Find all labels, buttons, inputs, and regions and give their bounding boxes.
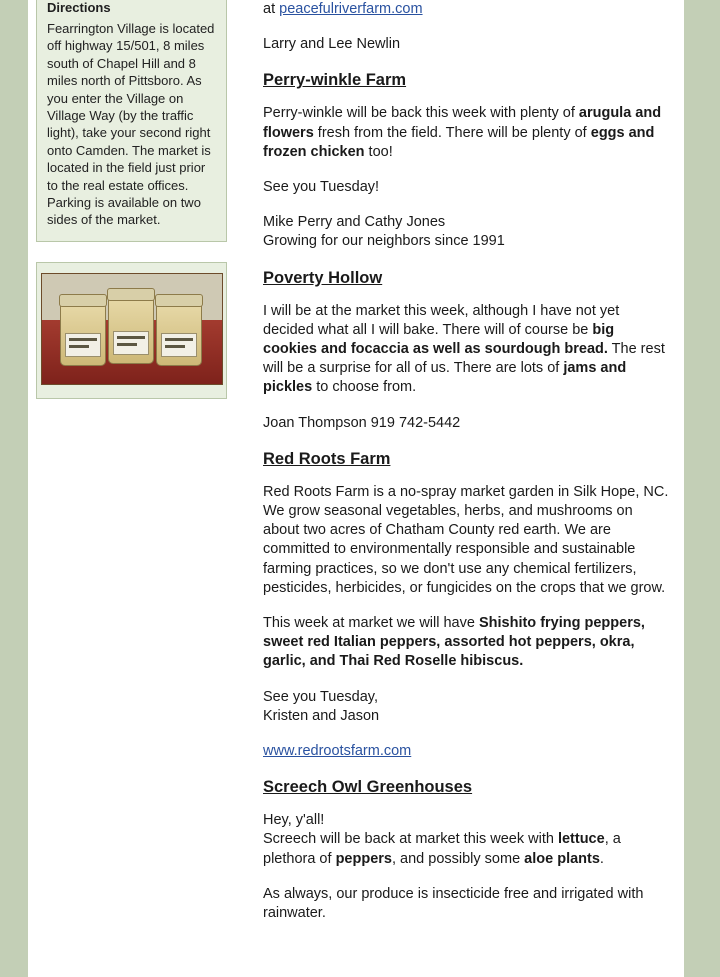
vendor-list (263, 70, 672, 923)
body-text: Perry-winkle will be back this week with plenty of (263, 105, 579, 122)
jar-label (113, 331, 149, 355)
vendor-heading: Perry-winkle Farm (263, 71, 407, 90)
emphasized-text: big cookies and focaccia as well as sourdough bread. (263, 321, 615, 358)
vendor-paragraph (263, 688, 672, 726)
jar-lid-icon (59, 294, 107, 307)
emphasized-text: eggs and frozen chicken (263, 124, 655, 160)
body-text: Joan Thompson 919 742-5442 (263, 414, 461, 431)
body-text: , and possibly some (391, 850, 525, 867)
vendor-paragraph (263, 885, 672, 923)
jar-lid-icon (107, 288, 155, 301)
jar-label-line (117, 336, 145, 339)
body-text: fresh from the field. There will be plenty of (313, 124, 591, 141)
intro-prefix: at (263, 1, 280, 17)
body-text: Red Roots Farm is a no-spray market garden in Silk Hope, NC. We grow seasonal vegetables, herbs, and mushrooms on about two acres of Chatham County red earth. We are committed to environmentally responsible and sustainable farming practices, so we don't use any chemical fertilizers, pesticides, herbicides, or fungicides on the crops that we grow. (263, 483, 669, 596)
directions-panel (36, 0, 227, 242)
jar-label-line (69, 345, 89, 348)
newsletter-column (235, 0, 684, 939)
jar-label (65, 333, 101, 357)
two-column-layout (28, 0, 684, 977)
body-text: See you Tuesday, (263, 688, 379, 705)
emphasized-text: lettuce (557, 831, 605, 848)
jar-icon (60, 302, 106, 366)
jar-label-line (165, 338, 193, 341)
emphasized-text: peppers (335, 850, 392, 867)
jar-label-line (69, 338, 97, 341)
signature-top: Larry and Lee Newlin (263, 36, 401, 53)
preserves-photo (41, 273, 223, 385)
emphasized-text: aloe plants (524, 850, 600, 867)
peacefulriverfarm-link[interactable]: peacefulriverfarm.com (279, 1, 423, 17)
jar-label (161, 333, 197, 357)
jar-label-line (165, 345, 185, 348)
intro-fragment (263, 0, 672, 19)
body-text: The rest will be a surprise for all of us. There are lots of (263, 341, 665, 377)
body-text: This week at market we will have (263, 615, 479, 632)
vendor-paragraph (263, 483, 672, 598)
jar-icon (108, 296, 154, 364)
photo-panel (36, 262, 227, 399)
emphasized-text: Shishito frying peppers, sweet red Italian peppers, assorted hot peppers, okra, garlic, and Thai Red Roselle hibiscus. (263, 615, 645, 670)
vendor-website-link[interactable]: www.redrootsfarm.com (263, 743, 412, 760)
body-text: See you Tuesday! (263, 179, 380, 196)
jar-icon (156, 302, 202, 366)
body-text: Screech will be back at market this week with (263, 831, 558, 848)
sidebar-column (28, 0, 235, 399)
body-text: As always, our produce is insecticide free and irrigated with rainwater. (263, 885, 644, 922)
body-text: . (599, 850, 604, 867)
content-sheet (28, 0, 684, 977)
vendor-heading: Poverty Hollow (263, 268, 383, 287)
body-text: I will be at the market this week, although I have not yet decided what all I will bake. There will of course be (263, 302, 620, 338)
vendor-heading: Screech Owl Greenhouses (263, 778, 473, 797)
vendor-paragraph (263, 414, 672, 433)
vendor-paragraph (263, 614, 672, 672)
vendor-heading: Red Roots Farm (263, 449, 391, 468)
body-text: Mike Perry and Cathy Jones (263, 214, 446, 231)
vendor-paragraph (263, 302, 672, 398)
directions-heading: Directions (47, 0, 111, 15)
vendor-link-paragraph (263, 742, 672, 761)
body-text: to choose from. (312, 379, 417, 396)
vendor-paragraph (263, 213, 672, 251)
jar-label-line (117, 343, 137, 346)
body-text: too! (364, 143, 393, 160)
jar-lid-icon (155, 294, 203, 307)
emphasized-text: arugula and flowers (263, 105, 662, 141)
emphasized-text: jams and pickles (263, 360, 627, 396)
directions-body: Fearrington Village is located off highway 15/501, 8 miles south of Chapel Hill and 8 miles north of Pittsboro. As you enter the Village on Village Way (by the traffic light), take your second right onto Camden. The market is located in the field just prior to the real estate offices. Parking is available on two sides of the market. (47, 21, 215, 228)
vendor-paragraph (263, 811, 672, 869)
body-text: Hey, y'all! (263, 812, 325, 829)
body-text: , a plethora of (263, 831, 621, 867)
vendor-paragraph (263, 104, 672, 162)
body-text: Growing for our neighbors since 1991 (263, 233, 505, 250)
body-text: Kristen and Jason (263, 707, 380, 724)
vendor-paragraph (263, 178, 672, 197)
